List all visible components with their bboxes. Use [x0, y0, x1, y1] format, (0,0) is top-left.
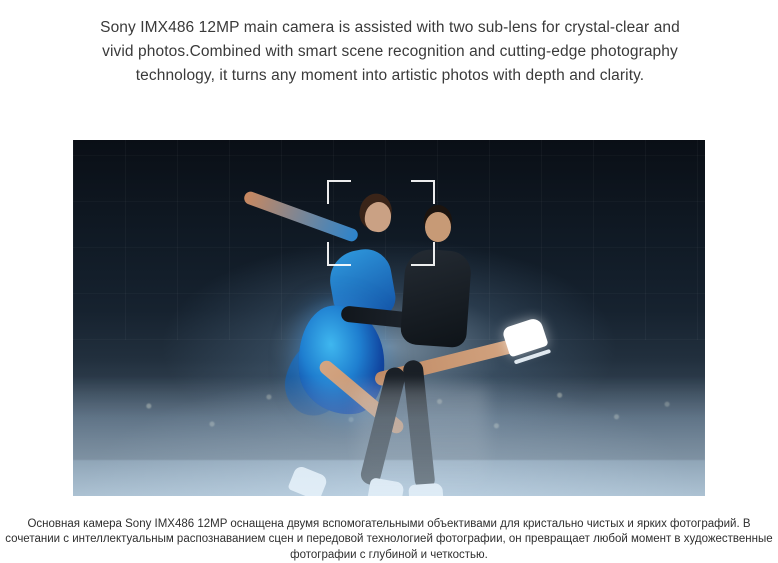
- hero-image: [73, 140, 705, 496]
- focus-corner-top-left: [327, 180, 351, 204]
- autofocus-brackets-icon: [327, 180, 435, 266]
- headline-text: Sony IMX486 12MP main camera is assisted with two sub-lens for crystal-clear and vivid photos.Combined with smart scene recognition and cutting-edge photography technology, it turns any moment into artistic photos with depth and clarity.: [90, 16, 690, 88]
- focus-corner-top-right: [411, 180, 435, 204]
- ice-surface-reflection: [73, 376, 705, 496]
- ice-skate-boot-right: [501, 317, 548, 358]
- focus-corner-bottom-right: [411, 242, 435, 266]
- focus-corner-bottom-left: [327, 242, 351, 266]
- caption-text-russian: Основная камера Sony IMX486 12MP оснащена двумя вспомогательными объективами для кристально чистых и ярких фотографий. В сочетании с интеллектуальным распознаванием сцен и передовой технологией фотографии, он превращает любой момент в художественные фотографии с глубиной и четкостью.: [0, 517, 778, 563]
